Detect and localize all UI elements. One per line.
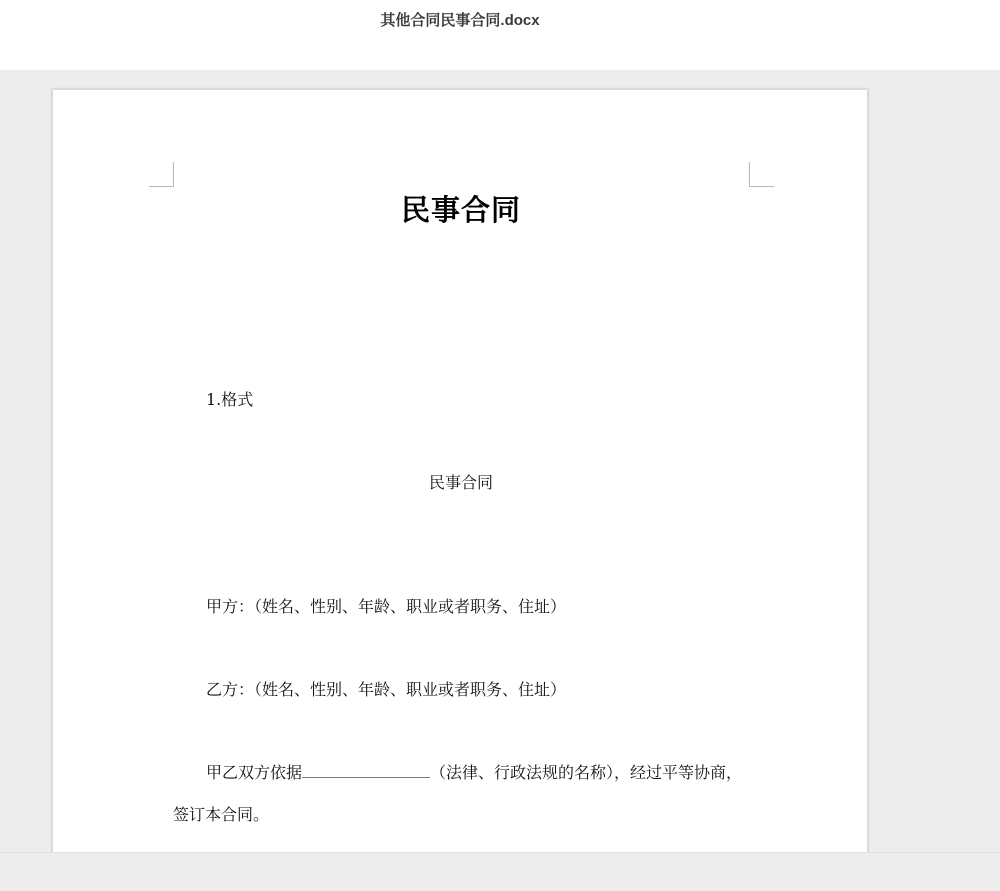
basis-paragraph xyxy=(206,760,742,783)
title-bar xyxy=(0,0,1000,70)
fill-in-blank[interactable] xyxy=(302,763,430,778)
sub-heading: 民事合同 xyxy=(428,473,493,492)
party-a-line: 甲方：（姓名、性别、年龄、职业或者职务、住址） xyxy=(206,597,567,616)
margin-corner-top-left xyxy=(149,162,174,187)
margin-corner-top-right xyxy=(749,162,774,187)
basis-continuation: 签订本合同。 xyxy=(173,805,270,824)
basis-prefix: 甲乙双方依据 xyxy=(206,763,303,782)
basis-suffix: （法律、行政法规的名称），经过平等协商， xyxy=(430,763,743,782)
party-b-line: 乙方：（姓名、性别、年龄、职业或者职务、住址） xyxy=(206,680,567,699)
document-filename: 其他合同民事合同.docx xyxy=(380,12,540,29)
bottom-bar xyxy=(0,852,1000,891)
section-label: 1.格式 xyxy=(206,390,254,409)
document-viewer[interactable] xyxy=(0,70,1000,852)
document-heading: 民事合同 xyxy=(400,193,521,227)
document-page xyxy=(52,89,868,869)
